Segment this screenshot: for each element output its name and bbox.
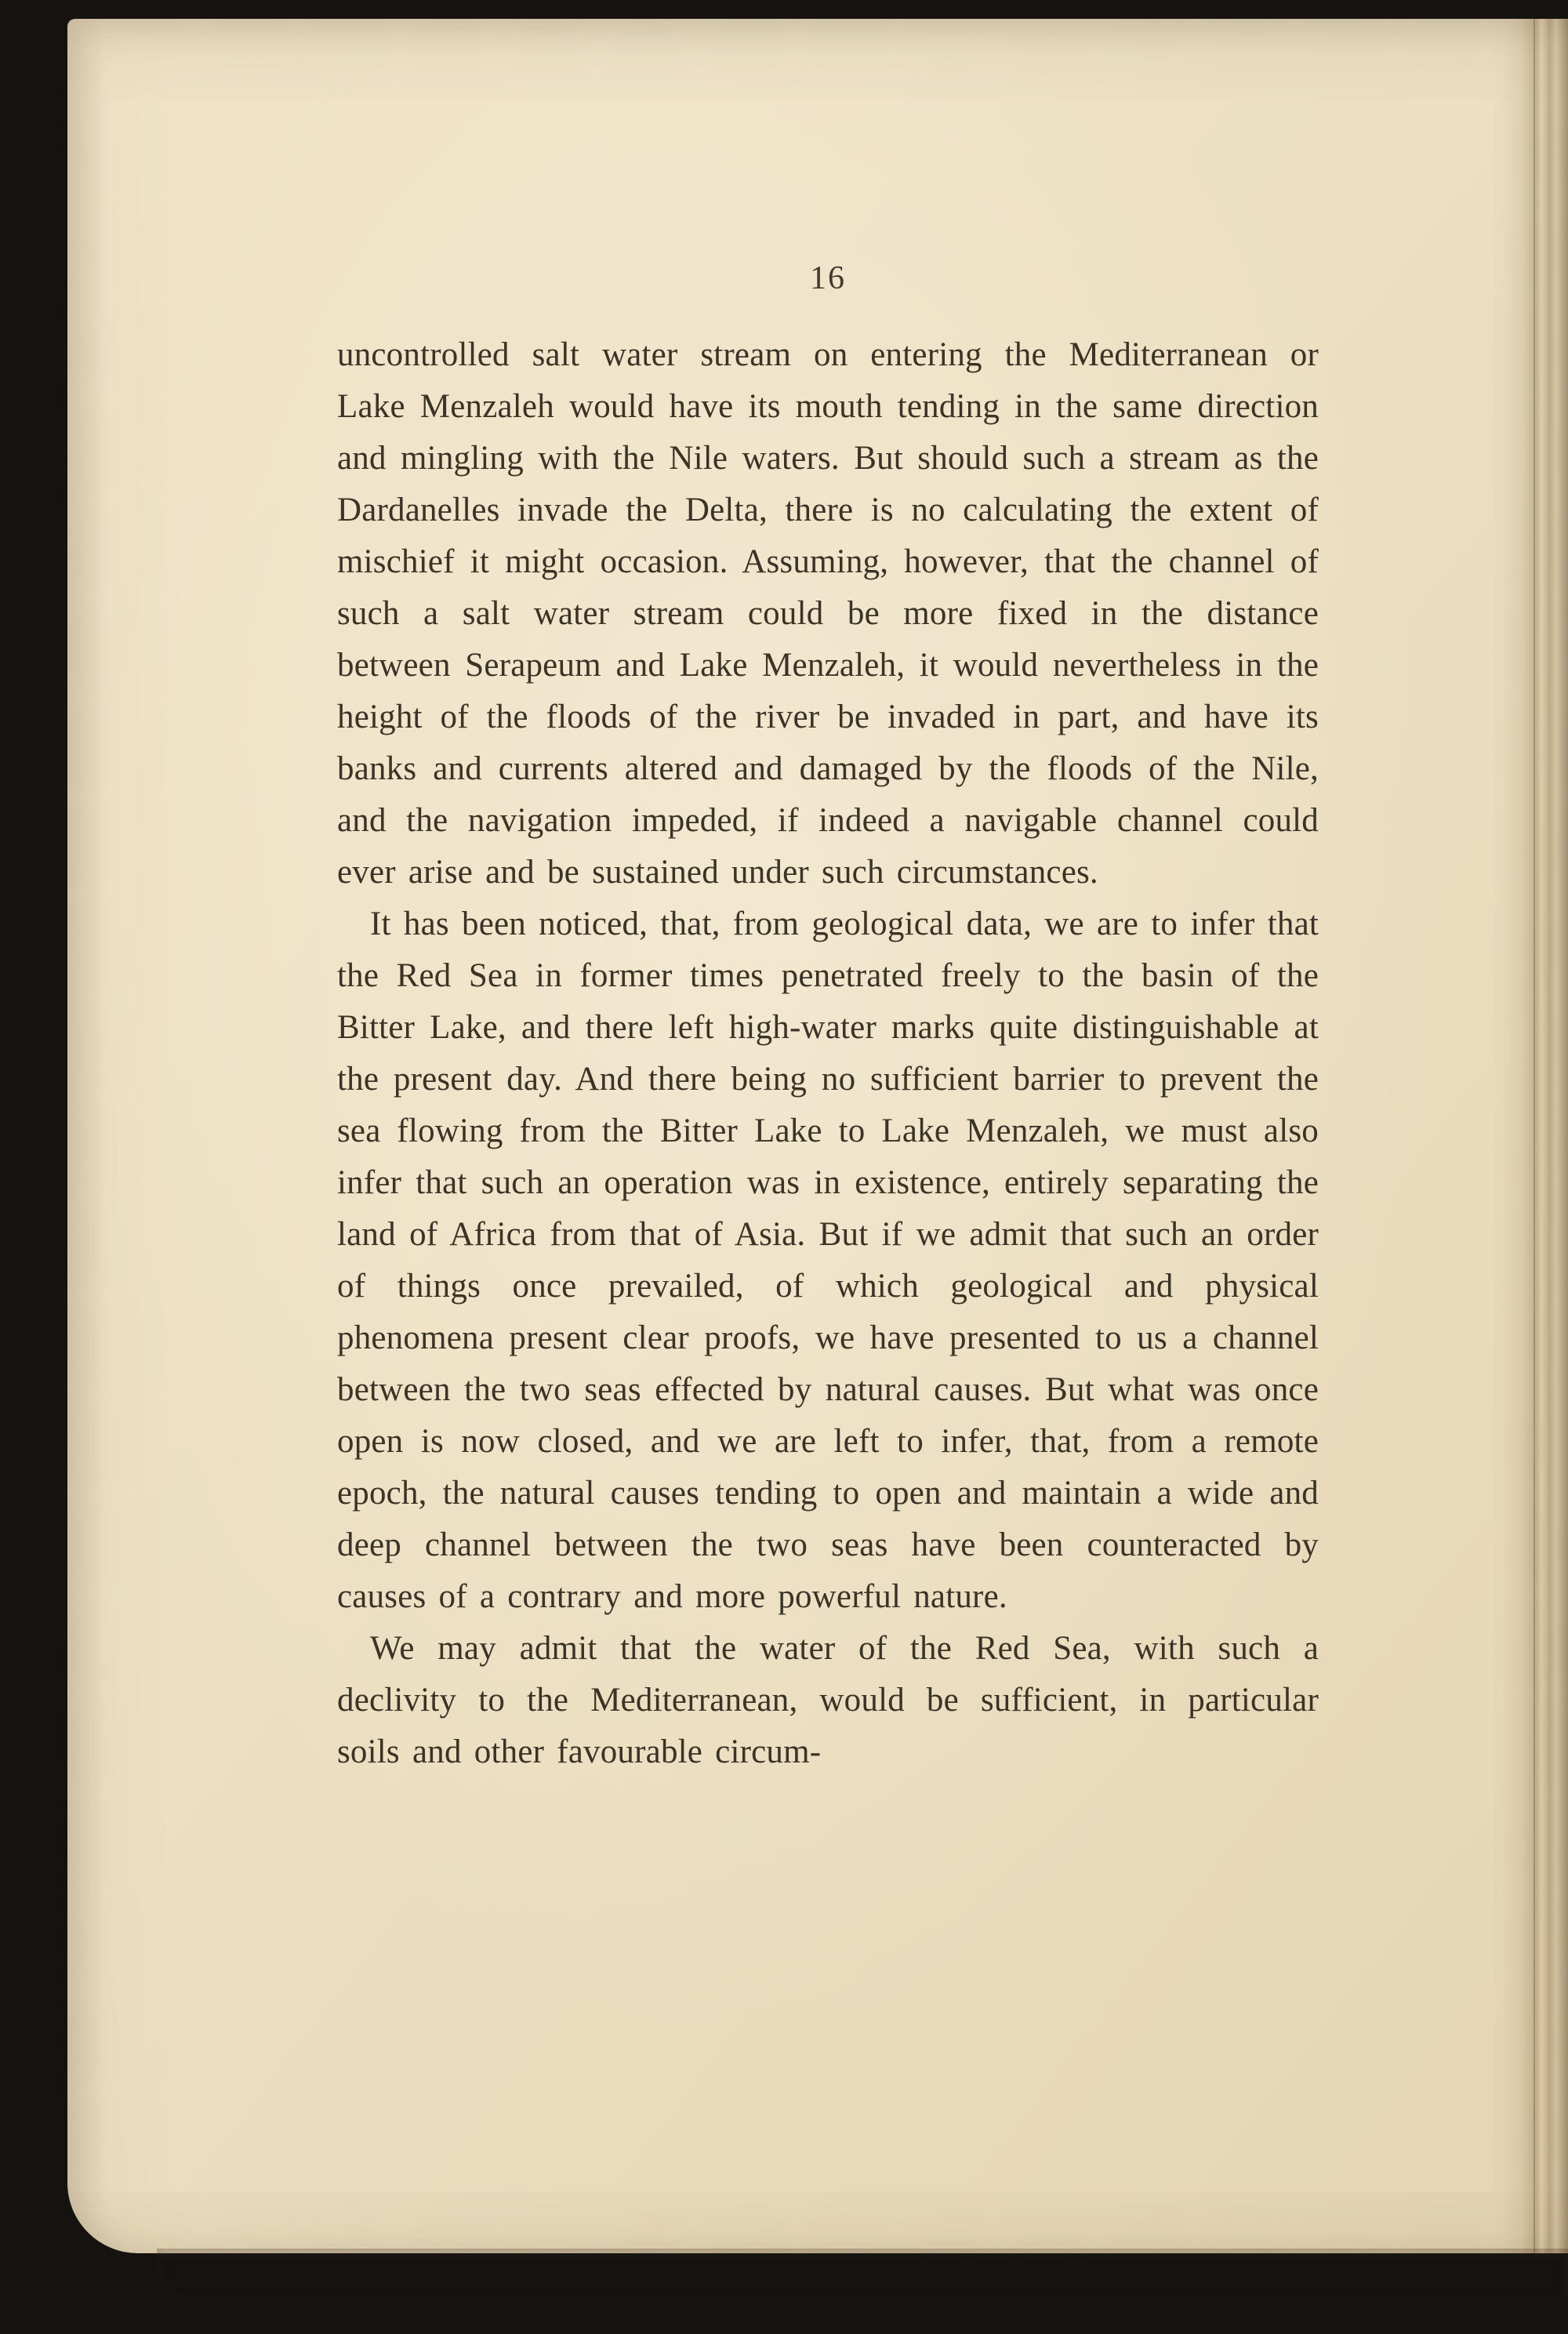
page-edge-right: [1502, 19, 1568, 2253]
page-edges-bottom: [157, 2249, 1568, 2297]
paragraph-3: We may admit that the water of the Red Sea, with such a declivity to the Mediterranean, would be sufficient, in particular soils and other favourable circum-: [337, 1630, 1319, 1770]
page-number: 16: [810, 260, 846, 296]
book-page: [67, 19, 1568, 2253]
page-text-block: [337, 259, 1319, 1778]
paragraph-2: It has been noticed, that, from geological data, we are to infer that the Red Sea in former times penetrated freely to the basin of the Bitter Lake, and there left high-water marks quite distinguishable at the present day. And there being no sufficient barrier to prevent the sea flowing from the Bitter Lake to Lake Menzaleh, we must also infer that such an operation was in existence, entirely separating the land of Africa from that of Asia. But if we admit that such an order of things once prevailed, of which geological and physical phenomena present clear proofs, we have presented to us a channel between the two seas effected by natural causes. But what was once open is now closed, and we are left to infer, that, from a remote epoch, the natural causes tending to open and maintain a wide and deep channel between the two seas have been counteracted by causes of a contrary and more powerful nature.: [337, 906, 1319, 1615]
paragraph-1: uncontrolled salt water stream on entering the Mediterranean or Lake Menzaleh would have its mouth tending in the same direction and mingling with the Nile waters. But should such a stream as the Dardanelles invade the Delta, there is no calculating the extent of mischief it might occasion. Assuming, however, that the channel of such a salt water stream could be more fixed in the distance between Serapeum and Lake Menzaleh, it would nevertheless in the height of the floods of the river be invaded in part, and have its banks and currents altered and damaged by the floods of the Nile, and the navigation impeded, if indeed a navigable channel could ever arise and be sustained under such circumstances.: [337, 336, 1319, 891]
